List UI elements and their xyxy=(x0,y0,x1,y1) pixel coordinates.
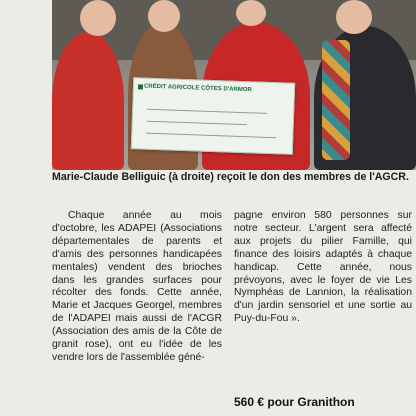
article-paragraph: Chaque année au mois d'octobre, les ADAPEI (Associations départementales de parents et d'amis des personnes handicapées mentales) vendent des brioches dans les grandes surfaces pour récolter des fonds. Cette année, Marie et Jacques Georgel, membres de l'ADAPEI mais aussi de l'ACGR (Association des amis de la Côte de granit rose), ont eu l'idée de les vendre lors de l'assemblée géné- xyxy=(52,210,222,363)
person-4-head xyxy=(336,0,372,34)
check-line xyxy=(147,109,267,114)
check-line xyxy=(147,121,247,125)
person-1-head xyxy=(80,0,116,36)
article-paragraph: pagne environ 580 personnes sur notre secteur. L'argent sera affecté aux projets du pilier Famille, qui finance des loisirs adaptés à chaque handicap. Cette année, nous prévoyons, avec le foyer de vie Les Nymphéas de Lannion, la réalisation d'un jardin sensoriel et une sortie au Puy-du-Fou ». xyxy=(234,210,412,325)
check-bank-name: CRÉDIT AGRICOLE CÔTES D'ARMOR xyxy=(143,83,252,94)
article-photo xyxy=(52,0,416,170)
article-column-left xyxy=(52,210,222,365)
check-line xyxy=(146,133,276,139)
article-subheadline: 560 € pour Granithon xyxy=(234,395,355,409)
colorful-scarf xyxy=(322,40,350,160)
person-3-head xyxy=(236,0,266,26)
donation-check xyxy=(131,77,295,155)
person-2-head xyxy=(148,0,180,32)
bank-logo-icon xyxy=(138,84,143,89)
photo-caption: Marie-Claude Belliguic (à droite) reçoit le don des membres de l'AGCR. xyxy=(52,171,409,183)
person-1 xyxy=(52,32,124,170)
article-column-right xyxy=(234,210,412,326)
